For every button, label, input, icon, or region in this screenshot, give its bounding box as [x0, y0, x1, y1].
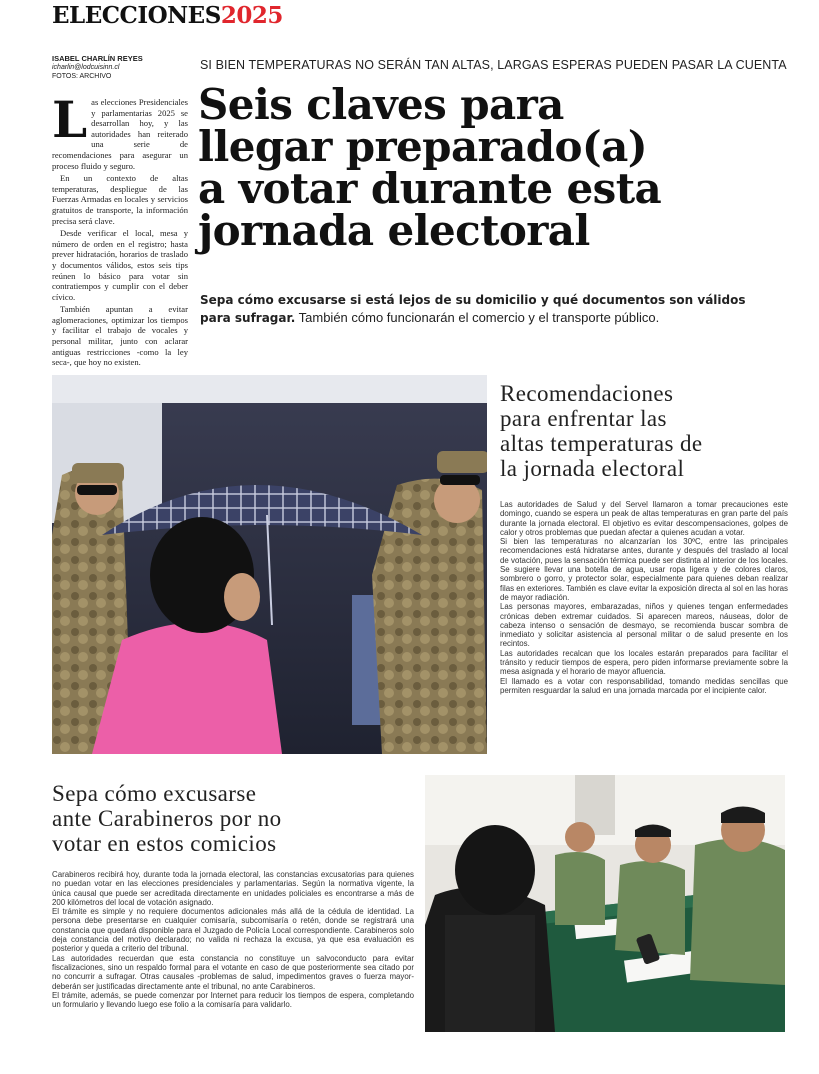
- article1-paragraph: Si bien las temperaturas no alcanzarían los 30ºC, entre las principales recomendaciones está hidratarse antes, durante y después del traslado al local de votación, pues la sensación térmica puede ser distinta al interior de los locales. Se sugiere llevar una botella de agua, usar ropa ligera y de colores claros, sombrero o gorro, y protector solar, especialmente para quienes deban realizar filas en exteriores. También es clave evitar la exposición directa al sol en las horas de mayor radiación.: [500, 537, 789, 602]
- intro-paragraph: Desde verificar el local, mesa y número de orden en el registro; hasta prever hidratación, horarios de traslado y documentos válidos, estos seis tips reúnen lo básico para votar sin contratiempos y cumplir con el deber cívico.: [52, 228, 188, 302]
- article2-paragraph: Carabineros recibirá hoy, durante toda la jornada electoral, las constancias excusatorias para quienes no puedan votar en las elecciones presidenciales y parlamentarias. Según la normativa vigente, la única causal que puede ser acreditada directamente en unidades policiales es encontrarse a más de 200 kilómetros del local de votación asignado.: [52, 870, 414, 907]
- article2-paragraph: Las autoridades recuerdan que esta constancia no constituye un salvoconducto para evitar fiscalizaciones, sino un respaldo formal para el votante en caso de que posteriormente sea citado por no concurrir a sufragar. Otras causales -problemas de salud, impedimentos graves o fuerza mayor- deberán ser justificadas directamente ante el tribunal, no ante Carabineros.: [52, 953, 414, 991]
- headline-line: a votar durante esta: [198, 164, 662, 213]
- photo-carabineros-illustration: [425, 775, 785, 1032]
- byline-author: ISABEL CHARLÍN REYES: [52, 54, 143, 63]
- headline-line: jornada electoral: [198, 206, 590, 255]
- drop-cap: L: [52, 90, 88, 149]
- article2-title-line: votar en estos comicios: [52, 831, 277, 856]
- article1-title: [500, 381, 703, 481]
- article2-title: [52, 781, 282, 856]
- byline-photos: FOTOS: ARCHIVO: [52, 73, 112, 80]
- intro-paragraph: También apuntan a evitar aglomeraciones, optimizar los tiempos y facilitar el trabajo de vocales y personal militar, junto con aclarar antiguas restricciones -como la ley seca-, que hoy no existen.: [52, 304, 188, 368]
- article1-paragraph: Las personas mayores, embarazadas, niños y quienes tengan enfermedades crónicas deben extremar cuidados. Si aparecen mareos, náuseas, dolor de cabeza intenso o sensación de desmayo, se recomienda buscar sombra de inmediato y solicitar asistencia al personal militar o de salud presente en los recintos.: [500, 602, 788, 649]
- article2-title-line: Sepa cómo excusarse: [52, 781, 257, 806]
- photo-umbrella-illustration: [52, 375, 487, 754]
- byline: [52, 54, 202, 81]
- headline-line: llegar preparado(a): [198, 122, 648, 171]
- photo-umbrella-soldiers: [52, 375, 487, 754]
- byline-email[interactable]: icharlin@lodcuisinn.cl: [52, 64, 120, 71]
- photo-carabineros-desk: [425, 775, 785, 1032]
- section-word: ELECCIONES: [52, 2, 221, 29]
- article2-title-line: ante Carabineros por no: [52, 806, 282, 831]
- article2-paragraph: El trámite, además, se puede comenzar por Internet para reducir los tiempos de espera, completando un formulario y llevando luego ese folio a la comisaría para validarlo.: [52, 990, 414, 1010]
- headline-line: Seis claves para: [198, 80, 564, 129]
- article1-paragraph: Las autoridades recalcan que los locales estarán preparados para facilitar el tránsito y reducir tiempos de espera, pero piden informarse previamente sobre la mesa asignada y el horario de mayor afluencia.: [500, 648, 788, 677]
- intro-paragraph: En un contexto de altas temperaturas, despliegue de las Fuerzas Armadas en locales y servicios gratuitos de transporte, la información precisa será clave.: [52, 173, 188, 226]
- deck-bold: Sepa cómo excusarse si está lejos de su domicilio y qué documentos son válidos para sufragar.: [200, 293, 746, 325]
- article1-paragraph: Las autoridades de Salud y del Servel llamaron a tomar precauciones este domingo, cuando se espera un peak de altas temperaturas en gran parte del país durante la jornada electoral. El objetivo es evitar descompensaciones, golpes de calor y otros problemas que puedan afectar a quienes acudan a votar.: [500, 500, 788, 537]
- article1-body: [500, 500, 788, 695]
- article2-paragraph: El trámite es simple y no requiere documentos adicionales más allá de la cédula de identidad. La persona debe presentarse en cualquier comisaría, subcomisaría o retén, donde se registrará una constancia que quedará disponible para el Juzgado de Policía Local correspondiente. Carabineros solo deja constancia del motivo declarado; no valida ni rechaza la excusa, ya que esa evaluación es posterior y queda a criterio del tribunal.: [52, 907, 414, 954]
- article1-title-line: altas temperaturas de: [500, 431, 703, 456]
- article1-title-line: para enfrentar las: [500, 406, 667, 431]
- intro-column: [52, 90, 188, 370]
- article1-title-line: Recomendaciones: [500, 381, 674, 406]
- headline: [198, 80, 788, 255]
- section-year: 2025: [220, 2, 283, 29]
- article1-paragraph: El llamado es a votar con responsabilidad, tomando medidas sencillas que permiten resguardar la salud en una jornada marcada por el incipiente calor.: [500, 676, 788, 695]
- article2-body: [52, 870, 414, 1009]
- section-tag: [52, 2, 283, 29]
- intro-paragraph: Las elecciones Presidenciales y parlamentarias 2025 se desarrollan hoy, y las autoridades han reiterado una serie de recomendaciones para asegurar un proceso fluido y seguro.: [52, 90, 188, 171]
- kicker: SI BIEN TEMPERATURAS NO SERÁN TAN ALTAS, LARGAS ESPERAS PUEDEN PASAR LA CUENTA: [200, 58, 787, 72]
- deck: [200, 291, 760, 327]
- article1-title-line: la jornada electoral: [500, 456, 685, 481]
- deck-regular: También cómo funcionarán el comercio y el transporte público.: [295, 310, 660, 325]
